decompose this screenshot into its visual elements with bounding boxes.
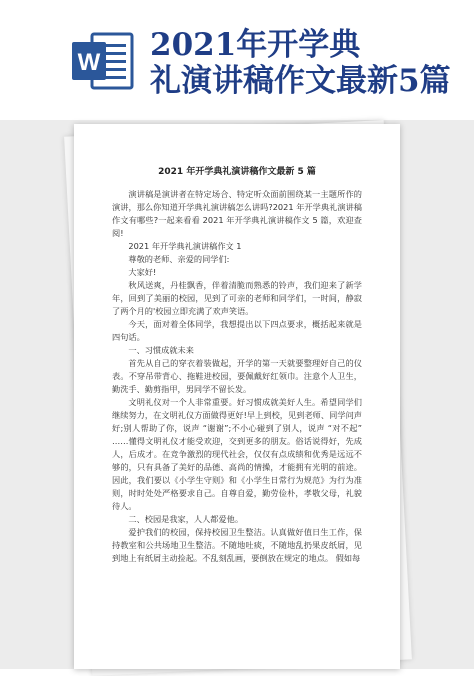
word-document-icon — [70, 28, 136, 94]
paragraph: 2021 年开学典礼演讲稿作文 1 — [128, 241, 242, 251]
document-page — [74, 124, 400, 669]
paragraph: 尊敬的老师、亲爱的同学们: — [128, 254, 230, 264]
paragraph: 大家好! — [128, 267, 157, 277]
banner-title-line-1: 2021年开学典 — [150, 27, 361, 63]
paragraph: 演讲稿是演讲者在特定场合、特定听众面前围绕某一主题所作的演讲，那么你知道开学典礼演讲稿怎么讲吗?2021 年开学典礼演讲稿作文有哪些?一起来看看 2021 年开学典礼演讲稿作文 5 篇，欢迎查阅! — [112, 189, 362, 238]
document-body — [112, 188, 362, 565]
header-banner — [0, 0, 474, 135]
word-icon-letter: W — [77, 49, 101, 76]
paragraph: 今天，面对着全体同学，我想提出以下四点要求，概括起来就是四句话。 — [112, 319, 362, 342]
document-title: 2021 年开学典礼演讲稿作文最新 5 篇 — [158, 167, 316, 177]
paragraph: 秋风送爽，丹桂飘香，伴着清脆而熟悉的铃声，我们迎来了新学年，回到了美丽的校园，见到了可亲的老师和同学们，一时间，静寂了两个月的'校园立即充满了欢声笑语。 — [112, 280, 362, 316]
paragraph: 爱护我们的校园，保持校园卫生整洁。认真做好值日生工作，保持教室和公共场地卫生整洁。不随地吐痰，不随地乱扔果皮纸屑，见到地上有纸屑主动捡起。不乱刻乱画，要倒放在规定的地点。 假如每 — [112, 527, 362, 563]
banner-title-line-2: 礼演讲稿作文最新5篇 — [150, 63, 451, 99]
paragraph: 首先从自己的穿衣着装做起，开学的第一天就要整理好自己的仪表。不穿吊带背心、拖鞋进校园，要佩戴好红领巾。注意个人卫生，勤洗手、勤剪指甲，男同学不留长发。 — [112, 358, 362, 394]
paragraph: 一、习惯成就未来 — [128, 345, 194, 355]
paragraph: 文明礼仪对一个人非常重要。好习惯成就美好人生。希望同学们继续努力，在文明礼仪方面做得更好!早上到校，见到老师、同学问声好;别人帮助了你，说声 “谢谢”;不小心碰到了别人，说声 “对不起” ……懂得文明礼仪才能受欢迎，交到更多的朋友。俗话说得好，先成人，后成才。在竞争激烈的现代社会，仅仅有点成绩和优秀是远远不够的，只有具备了美好的品德、高尚的情操，才能拥有光明的前途。因此，我们要以《小学生守则》和《小学生日常行为规范》为行为准则，时时处处严格要求自己。自尊自爱，勤劳俭朴，孝敬父母，礼貌待人。 — [112, 397, 362, 511]
paragraph: 二、校园是我家，人人都爱他。 — [128, 514, 244, 524]
